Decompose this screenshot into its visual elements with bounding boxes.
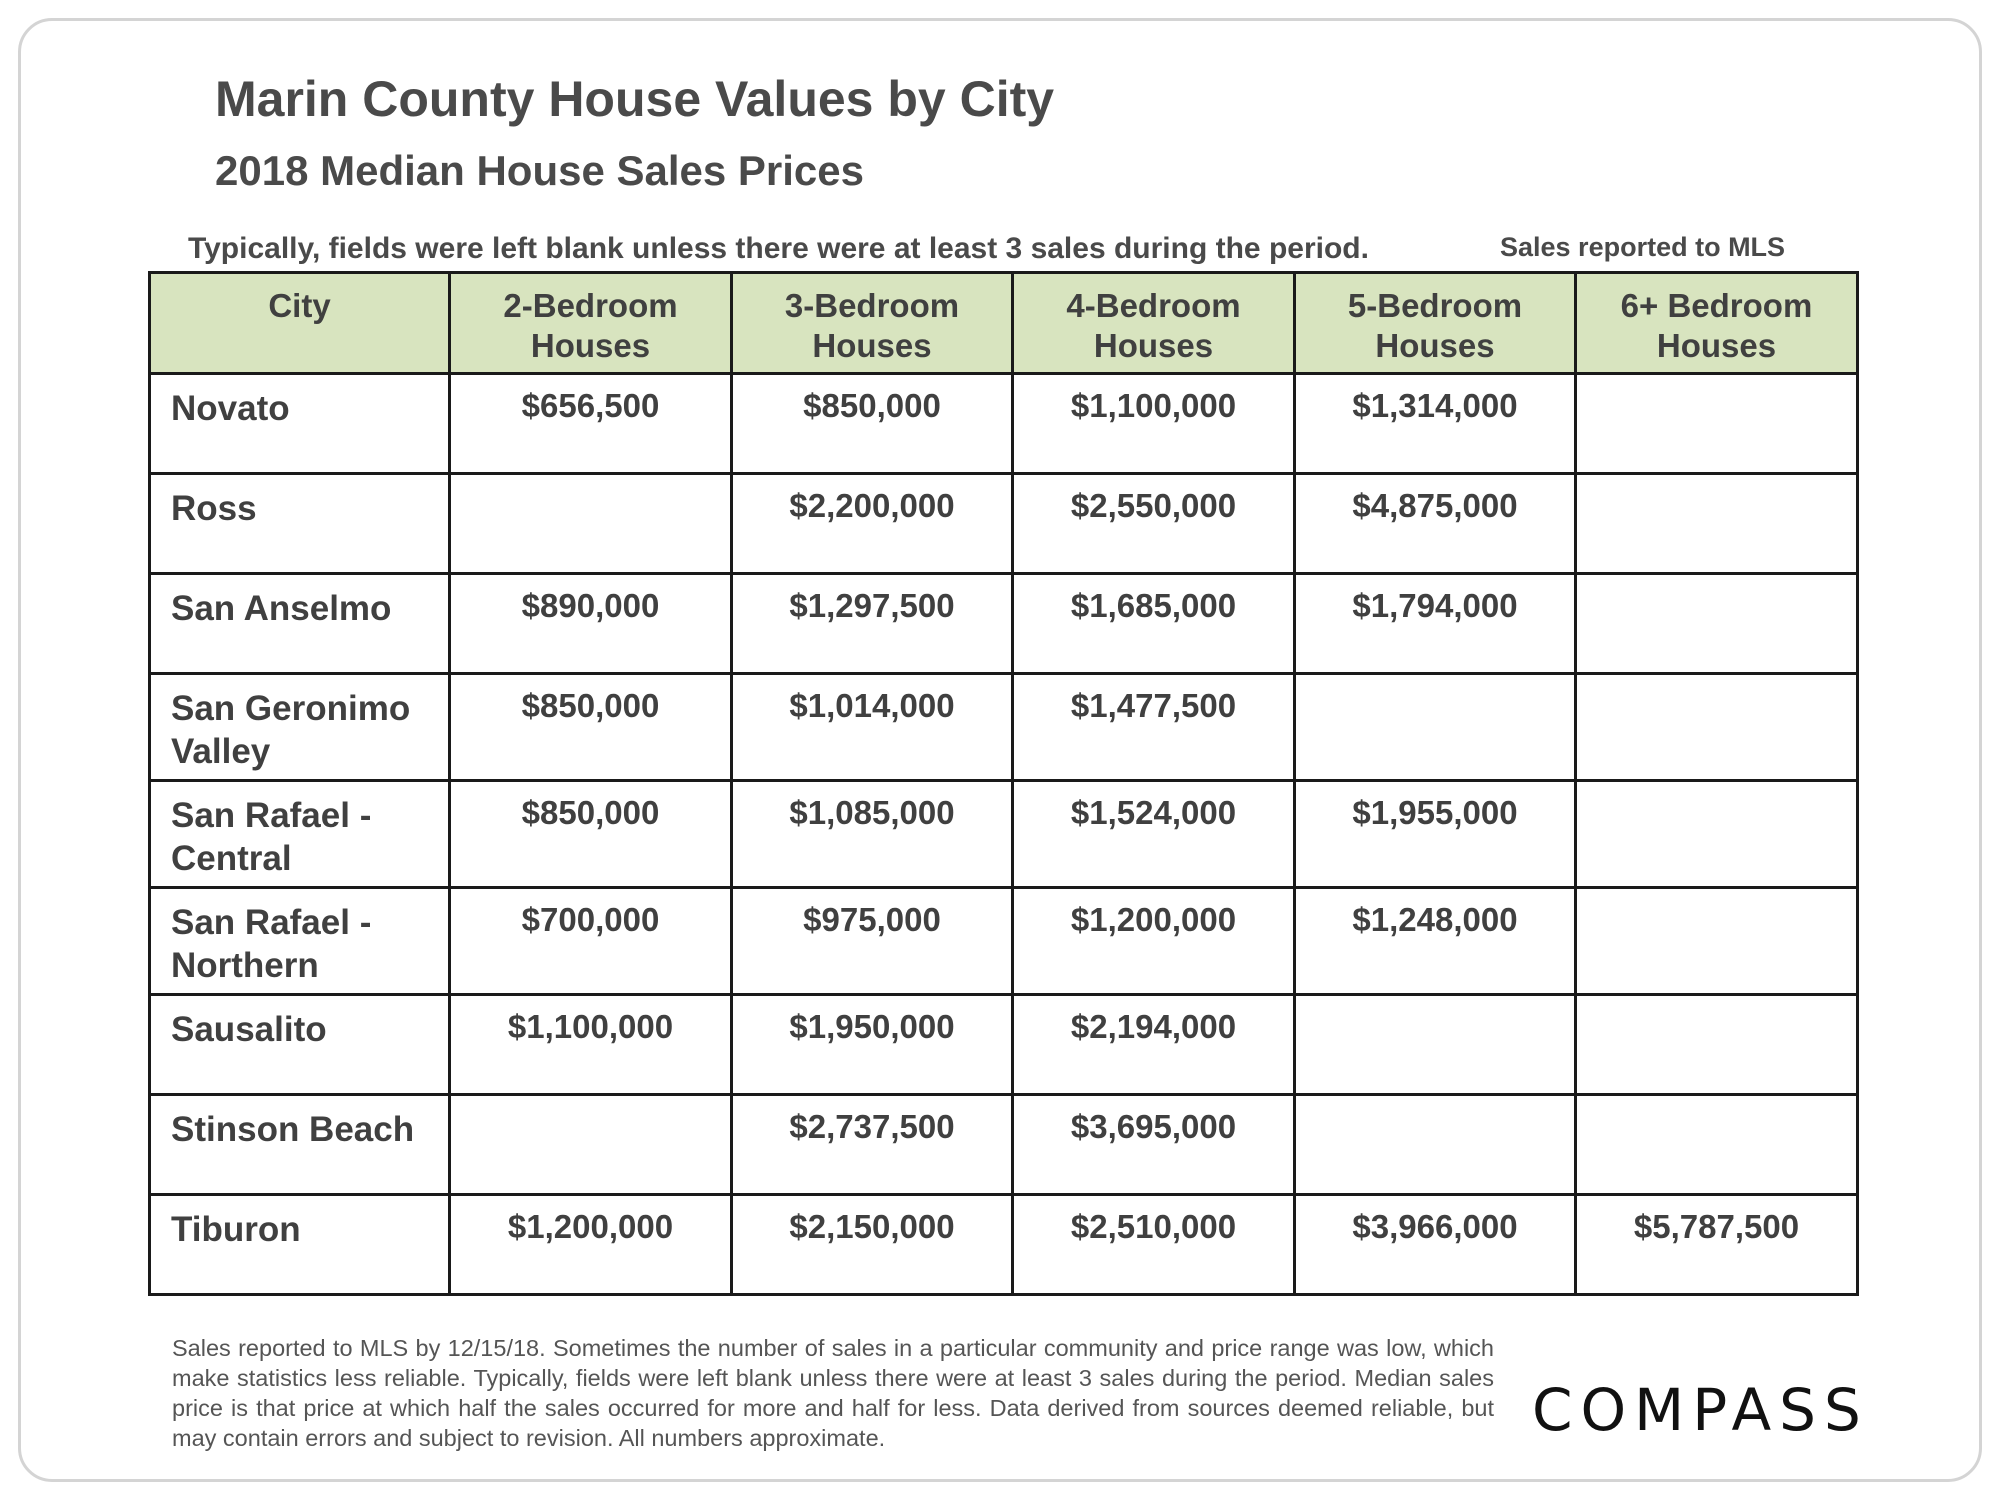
price-cell: $1,794,000 [1295, 574, 1576, 674]
price-table [148, 271, 1859, 1296]
price-cell [1295, 995, 1576, 1095]
price-cell [1576, 374, 1858, 474]
price-cell [1576, 1095, 1858, 1195]
footnote: Sales reported to MLS by 12/15/18. Sometimes the number of sales in a particular community and price range was low, which make statistics less reliable. Typically, fields were left blank unless there were at least 3 sales during the period. Median sales price is that price at which half the sales occurred for more and half for less. Data derived from sources deemed reliable, but may contain errors and subject to revision. All numbers approximate. [172, 1335, 1494, 1451]
price-cell [450, 474, 732, 574]
price-cell [1576, 888, 1858, 995]
column-header-line: 4-Bedroom [1066, 287, 1241, 324]
city-name: San Rafael - [171, 796, 372, 835]
city-cell [150, 888, 450, 995]
price-cell: $656,500 [450, 374, 732, 474]
price-cell: $700,000 [450, 888, 732, 995]
price-cell: $2,194,000 [1013, 995, 1295, 1095]
table-header-row [150, 273, 1858, 374]
table-row [150, 995, 1858, 1095]
page-title: Marin County House Values by City [215, 71, 1055, 127]
column-header-2-bedroom [450, 273, 732, 374]
price-cell: $1,685,000 [1013, 574, 1295, 674]
column-header-line: 5-Bedroom [1347, 287, 1523, 324]
column-header-line: 3-Bedroom [784, 287, 960, 324]
city-name: Central [171, 839, 292, 878]
price-cell: $2,200,000 [732, 474, 1013, 574]
city-name: Tiburon [171, 1210, 301, 1249]
price-cell [1576, 995, 1858, 1095]
price-cell: $3,966,000 [1295, 1195, 1576, 1295]
price-cell [1576, 574, 1858, 674]
column-header-6-plus-bedroom [1576, 273, 1858, 374]
column-header-city [150, 273, 450, 374]
price-cell: $1,100,000 [1013, 374, 1295, 474]
price-cell: $1,200,000 [1013, 888, 1295, 995]
column-header-line: Houses [812, 327, 932, 364]
column-header-line: 6+ Bedroom [1620, 287, 1813, 324]
price-cell: $1,200,000 [450, 1195, 732, 1295]
price-cell: $2,150,000 [732, 1195, 1013, 1295]
column-header-3-bedroom [732, 273, 1013, 374]
table-row [150, 781, 1858, 888]
city-cell [150, 995, 450, 1095]
city-cell [150, 781, 450, 888]
price-cell: $1,950,000 [732, 995, 1013, 1095]
price-cell [1295, 674, 1576, 781]
price-cell [1576, 474, 1858, 574]
city-name: San Rafael - [171, 903, 372, 942]
price-cell: $1,477,500 [1013, 674, 1295, 781]
price-cell: $3,695,000 [1013, 1095, 1295, 1195]
table-row [150, 1195, 1858, 1295]
blank-fields-note: Typically, fields were left blank unless there were at least 3 sales during the period. [188, 232, 1369, 265]
price-cell: $4,875,000 [1295, 474, 1576, 574]
price-cell: $850,000 [450, 674, 732, 781]
column-header-line: Houses [1375, 327, 1495, 364]
city-name: Ross [171, 489, 257, 528]
table-row [150, 674, 1858, 781]
city-cell [150, 474, 450, 574]
price-cell: $1,297,500 [732, 574, 1013, 674]
city-cell [150, 574, 450, 674]
city-cell [150, 674, 450, 781]
page-subtitle: 2018 Median House Sales Prices [215, 147, 865, 194]
city-name: Valley [171, 732, 271, 771]
column-header-line: Houses [1093, 327, 1214, 364]
column-header-line: Houses [1656, 327, 1777, 364]
city-name: Sausalito [171, 1010, 327, 1049]
price-cell: $1,524,000 [1013, 781, 1295, 888]
table-row [150, 374, 1858, 474]
source-label: Sales reported to MLS [1500, 232, 1786, 262]
price-cell [450, 1095, 732, 1195]
city-cell [150, 1195, 450, 1295]
price-cell [1295, 1095, 1576, 1195]
price-cell: $1,014,000 [732, 674, 1013, 781]
city-name: San Anselmo [171, 589, 392, 628]
price-cell [1576, 674, 1858, 781]
column-header-line: 2-Bedroom [503, 287, 678, 324]
price-cell: $1,314,000 [1295, 374, 1576, 474]
city-name: Northern [171, 946, 319, 985]
table-row [150, 574, 1858, 674]
column-header-line: City [268, 287, 331, 324]
price-cell: $850,000 [732, 374, 1013, 474]
city-name: Stinson Beach [171, 1110, 415, 1149]
price-cell: $1,955,000 [1295, 781, 1576, 888]
table-row [150, 474, 1858, 574]
city-cell [150, 374, 450, 474]
price-cell: $850,000 [450, 781, 732, 888]
compass-logo: COMPASS [1532, 1376, 1869, 1444]
price-cell: $1,248,000 [1295, 888, 1576, 995]
column-header-line: Houses [530, 327, 651, 364]
price-cell: $2,737,500 [732, 1095, 1013, 1195]
table-row [150, 888, 1858, 995]
price-cell: $1,100,000 [450, 995, 732, 1095]
price-cell: $5,787,500 [1576, 1195, 1858, 1295]
price-cell: $890,000 [450, 574, 732, 674]
column-header-5-bedroom [1295, 273, 1576, 374]
price-cell: $2,510,000 [1013, 1195, 1295, 1295]
price-cell: $975,000 [732, 888, 1013, 995]
city-name: Novato [171, 389, 290, 428]
table-row [150, 1095, 1858, 1195]
column-header-4-bedroom [1013, 273, 1295, 374]
price-cell [1576, 781, 1858, 888]
city-name: San Geronimo [171, 689, 411, 728]
price-cell: $1,085,000 [732, 781, 1013, 888]
price-cell: $2,550,000 [1013, 474, 1295, 574]
city-cell [150, 1095, 450, 1195]
